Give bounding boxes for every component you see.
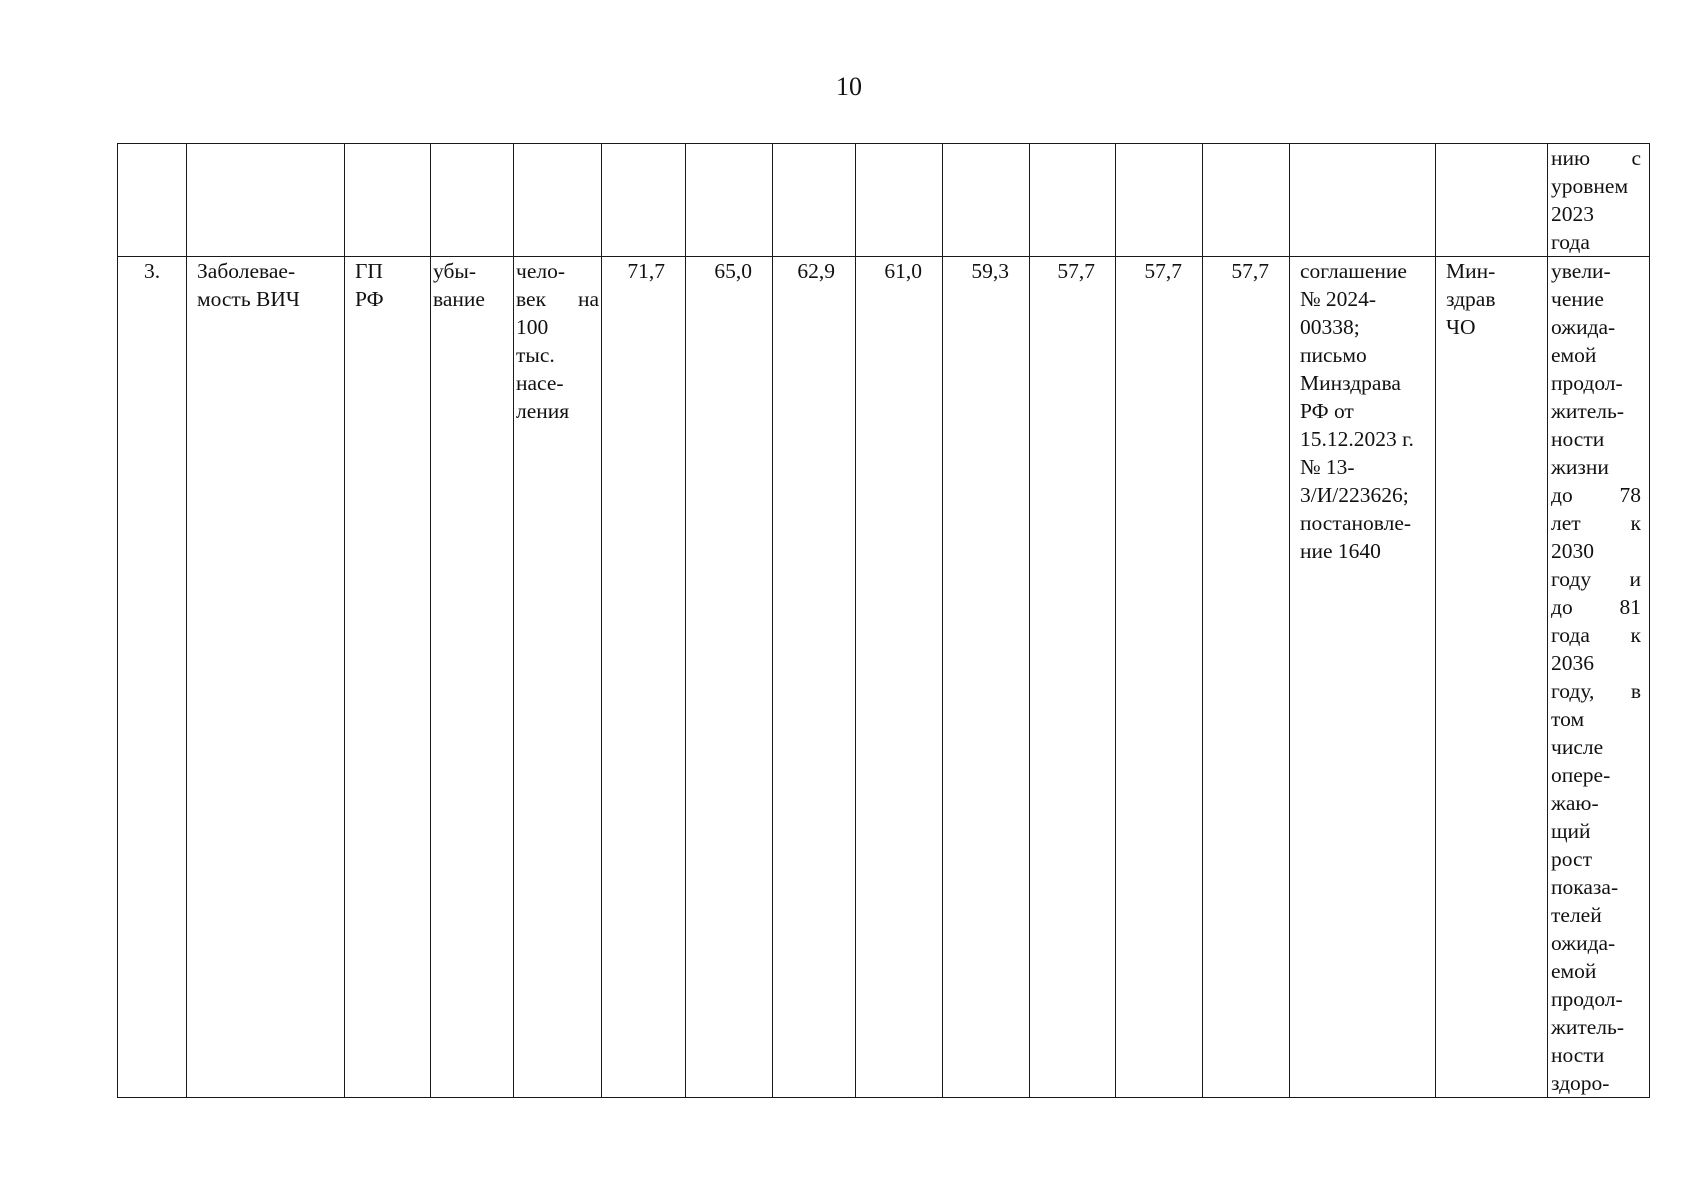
text-line: увели- <box>1551 259 1611 283</box>
text-line: № 2024- <box>1300 287 1377 311</box>
continued-line: 2023 <box>1551 202 1594 226</box>
text-line: телей <box>1551 903 1602 927</box>
cell-empty <box>118 144 187 257</box>
cell-empty <box>943 144 1030 257</box>
page-number: 10 <box>836 72 862 101</box>
text-line: продол- <box>1551 987 1623 1011</box>
text-line: емой <box>1551 343 1597 367</box>
cell-direction <box>431 257 514 1098</box>
cell-empty <box>187 144 345 257</box>
text-line: тыс. <box>516 343 555 367</box>
table-row <box>118 257 1650 1098</box>
text-line: ЧО <box>1446 315 1476 339</box>
indicator-table <box>117 143 1650 1098</box>
text-line: Минздрава <box>1300 371 1401 395</box>
cell-empty <box>345 144 431 257</box>
text-line: 15.12.2023 г. <box>1300 427 1414 451</box>
text-line: числе <box>1551 735 1604 759</box>
text-line: 00338; <box>1300 315 1360 339</box>
cell-empty <box>514 144 602 257</box>
cell-empty <box>856 144 943 257</box>
cell-empty <box>1290 144 1436 257</box>
text-line: соглашение <box>1300 259 1407 283</box>
cell-value: 57,7 <box>1030 257 1116 1098</box>
text-line: ности <box>1551 1043 1605 1067</box>
text-line: том <box>1551 707 1585 731</box>
text-line: век на <box>516 287 599 311</box>
cell-row-index: 3. <box>118 257 187 1098</box>
cell-value: 65,0 <box>686 257 773 1098</box>
text-line: 2036 <box>1551 651 1594 675</box>
text-line: здрав <box>1446 287 1496 311</box>
text-line: продол- <box>1551 371 1623 395</box>
text-line: письмо <box>1300 343 1367 367</box>
cell-empty <box>1203 144 1290 257</box>
cell-value: 62,9 <box>773 257 856 1098</box>
text-line: лет к <box>1551 511 1641 535</box>
text-line: Заболевае- <box>197 259 296 283</box>
text-line: ожида- <box>1551 315 1616 339</box>
continued-line: года <box>1551 230 1590 254</box>
text-line: мость ВИЧ <box>197 287 300 311</box>
text-line: № 13- <box>1300 455 1355 479</box>
text-line: житель- <box>1551 399 1624 423</box>
cell-value: 57,7 <box>1203 257 1290 1098</box>
cell-indicator-name <box>187 257 345 1098</box>
text-line: 2030 <box>1551 539 1594 563</box>
text-line: щий <box>1551 819 1591 843</box>
text-line: жаю- <box>1551 791 1599 815</box>
text-line: чело- <box>516 259 565 283</box>
text-line: РФ <box>355 287 384 311</box>
text-line: рост <box>1551 847 1592 871</box>
text-line: 100 <box>516 315 549 339</box>
text-line: постановле- <box>1300 511 1412 535</box>
text-line: ожида- <box>1551 931 1616 955</box>
text-line: насе- <box>516 371 564 395</box>
cell-empty <box>773 144 856 257</box>
text-line: 3/И/223626; <box>1300 483 1409 507</box>
text-line: емой <box>1551 959 1597 983</box>
cell-basis-document <box>1290 257 1436 1098</box>
cell-goal-text <box>1548 257 1650 1098</box>
cell-value: 57,7 <box>1116 257 1203 1098</box>
text-line: РФ от <box>1300 399 1354 423</box>
text-line: вание <box>433 287 485 311</box>
text-line: убы- <box>433 259 477 283</box>
cell-empty <box>1116 144 1203 257</box>
text-line: году, в <box>1551 679 1641 703</box>
cell-value: 59,3 <box>943 257 1030 1098</box>
table-row-continued <box>118 144 1650 257</box>
text-line: чение <box>1551 287 1604 311</box>
cell-level <box>345 257 431 1098</box>
text-line: житель- <box>1551 1015 1624 1039</box>
cell-continued-text <box>1548 144 1650 257</box>
text-line: ности <box>1551 427 1605 451</box>
text-line: года к <box>1551 623 1641 647</box>
cell-unit <box>514 257 602 1098</box>
text-line: ние 1640 <box>1300 539 1381 563</box>
cell-empty <box>1436 144 1548 257</box>
cell-empty <box>1030 144 1116 257</box>
text-line: Мин- <box>1446 259 1496 283</box>
text-line: ления <box>516 399 570 423</box>
text-line: до 78 <box>1551 483 1641 507</box>
text-fragment: нию с <box>1551 146 1641 170</box>
continued-line <box>1551 144 1641 172</box>
text-line: показа- <box>1551 875 1619 899</box>
text-line: опере- <box>1551 763 1611 787</box>
cell-empty <box>431 144 514 257</box>
continued-line: уровнем <box>1551 174 1629 198</box>
text-line: жизни <box>1551 455 1609 479</box>
text-line: здоро- <box>1551 1071 1610 1095</box>
cell-value: 71,7 <box>602 257 686 1098</box>
text-line: до 81 <box>1551 595 1641 619</box>
cell-responsible <box>1436 257 1548 1098</box>
cell-empty <box>602 144 686 257</box>
text-line: году и <box>1551 567 1641 591</box>
cell-value: 61,0 <box>856 257 943 1098</box>
cell-empty <box>686 144 773 257</box>
text-line: ГП <box>355 259 383 283</box>
